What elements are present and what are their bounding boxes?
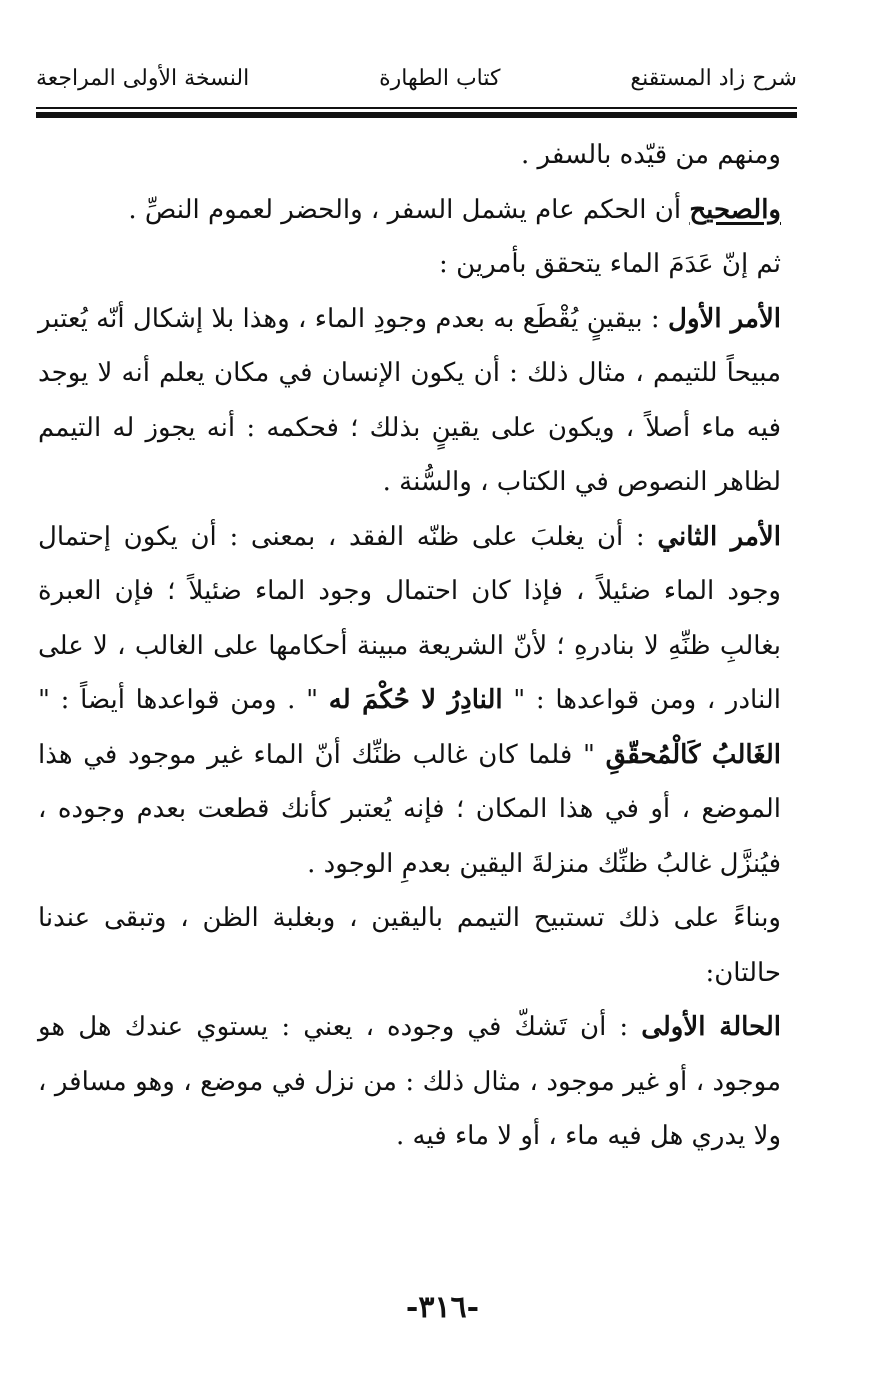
paragraph-text: ثم إنّ عَدَمَ الماء يتحقق بأمرين : — [439, 249, 781, 279]
quoted-rule: الغَالبُ كَالْمُحقّقِ — [605, 739, 781, 770]
paragraph-text: : بيقينٍ يُقْطَع به بعدم وجودِ الماء ، وهذا بلا إشكال أنّه يُعتبر مبيحاً للتيمم ، مثال ذلك : أن يكون الإنسان في مكان يعلم أنه لا يوجد فيه ماء أصلاً ، ويكون على يقينٍ بذلك ؛ فحكمه : أنه يجوز له التيمم لظاهر النصوص في الكتاب ، والسُّنة . — [38, 303, 781, 497]
header-edition-note: النسخة الأولى المراجعة — [36, 65, 250, 91]
running-header — [36, 58, 797, 98]
paragraph — [38, 891, 781, 1000]
paragraph — [38, 510, 781, 892]
paragraph — [38, 237, 781, 292]
bold-term: والصحيح — [689, 194, 781, 225]
header-divider-thick — [36, 112, 797, 118]
paragraph-text: وبناءً على ذلك تستبيح التيمم باليقين ، وبغلبة الظن ، وتبقى عندنا حالتان: — [38, 903, 781, 988]
paragraph-text: " . ومن قواعدها أيضاً : " — [38, 685, 329, 715]
paragraph — [38, 1000, 781, 1164]
bold-term: الأمر الثاني — [657, 521, 781, 552]
bold-term: الحالة الأولى — [641, 1012, 781, 1042]
paragraph — [38, 183, 781, 238]
paragraph — [38, 292, 781, 510]
paragraph-text: " فلما كان غالب ظنِّك أنّ الماء غير موجود في هذا الموضع ، أو في هذا المكان ؛ فإنه يُعتبر كأنك قطعت بعدم وجوده ، فيُنزَّل غالبُ ظنِّك منزلةَ اليقين بعدمِ الوجود . — [38, 739, 781, 879]
header-book-title: شرح زاد المستقنع — [630, 65, 797, 91]
quoted-rule: النادِرُ لا حُكْمَ له — [328, 685, 503, 715]
paragraph-text: ومنهم من قيّده بالسفر . — [521, 140, 781, 170]
paragraph-text: : أن يغلبَ على ظنّه الفقد ، بمعنى : أن يكون إحتمال وجود الماء ضئيلاً ، فإذا كان احتمال وجود الماء ضئيلاً ؛ فإن العبرة بغالبِ ظنِّهِ لا بنادرهِ ؛ لأنّ الشريعة مبينة أحكامها على الغالب ، لا على النادر ، ومن قواعدها : " — [38, 521, 781, 715]
page-number: -٣١٦- — [405, 1290, 480, 1325]
header-chapter-title: كتاب الطهارة — [379, 65, 501, 91]
body-text — [38, 128, 781, 1164]
bold-term: الأمر الأول — [668, 303, 782, 334]
paragraph — [38, 128, 781, 183]
paragraph-text: : أن تَشكّ في وجوده ، يعني : يستوي عندك هل هو موجود ، أو غير موجود ، مثال ذلك : من نزل في موضع ، وهو مسافر ، ولا يدري هل فيه ماء ، أو لا ماء فيه . — [38, 1012, 781, 1151]
paragraph-text: أن الحكم عام يشمل السفر ، والحضر لعموم النصِّ . — [128, 194, 690, 225]
header-divider-thin — [36, 107, 797, 109]
